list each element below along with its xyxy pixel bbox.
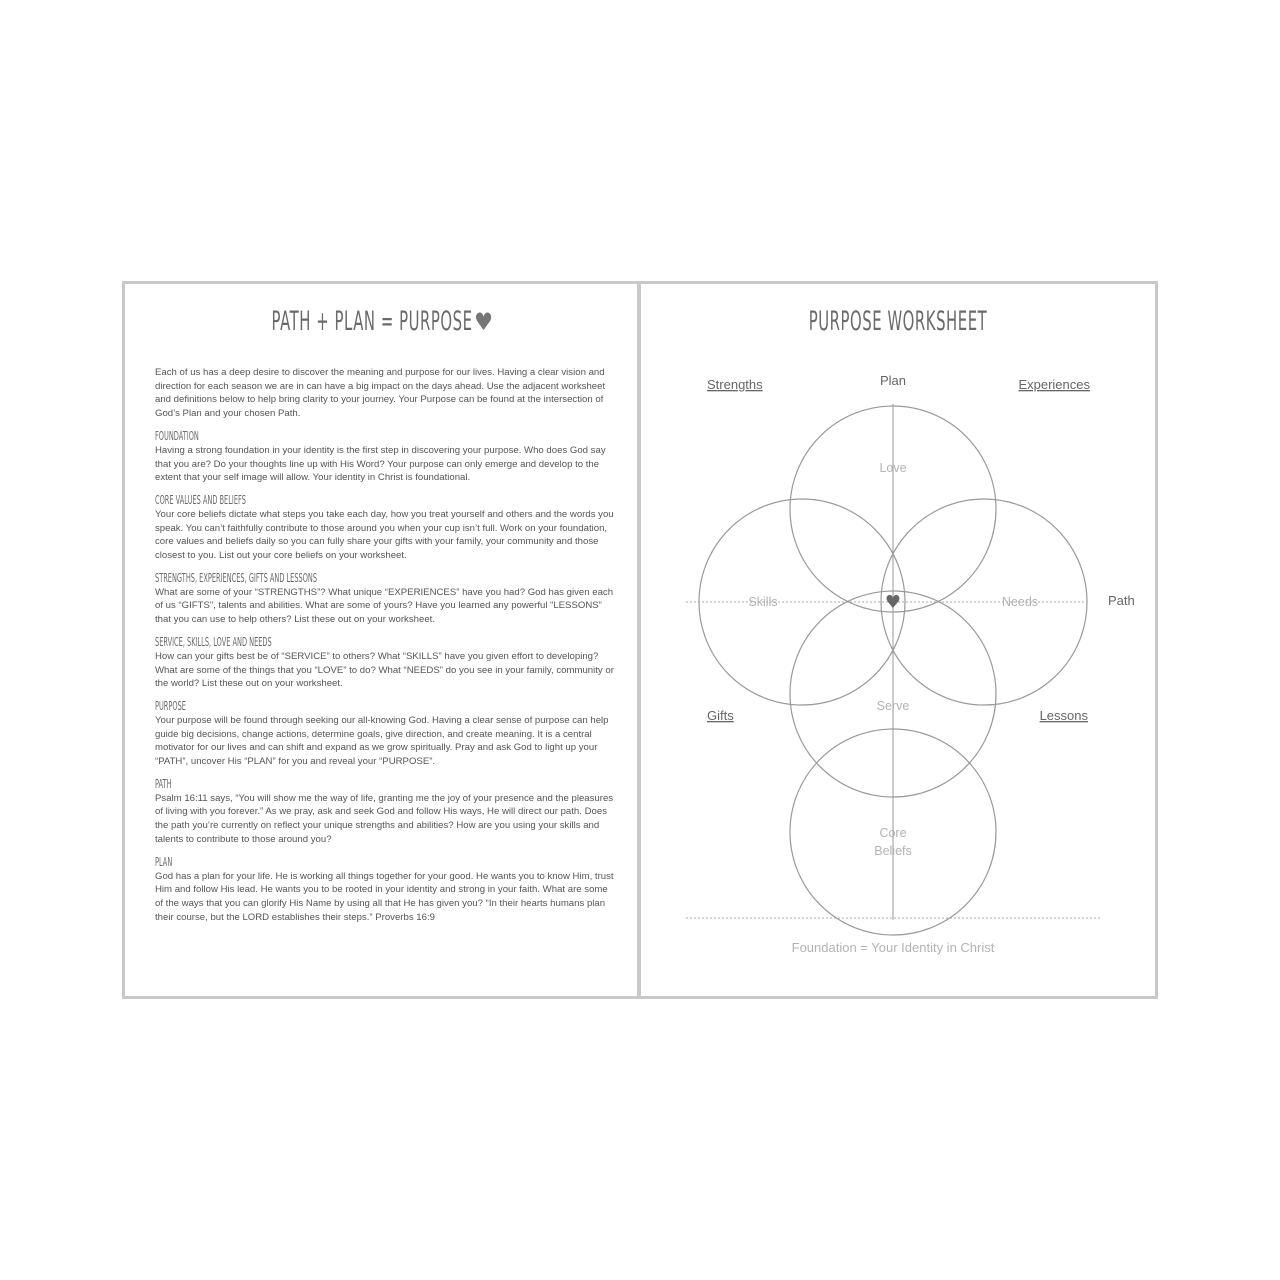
- section-core-values: [155, 493, 615, 563]
- section-body: How can your gifts best be of “SERVICE” to others? What “SKILLS” have you given effort to developing? What are some of the things that you “LOVE” to do? What “NEEDS” do you see in your family, community or the world? List these out on your worksheet.: [155, 650, 614, 690]
- path-label: Path: [1108, 593, 1135, 608]
- love-label: Love: [879, 461, 907, 475]
- experiences-label: Experiences: [1018, 377, 1090, 392]
- section-heading: SERVICE, SKILLS, LOVE AND NEEDS: [155, 634, 272, 649]
- section-body: Having a strong foundation in your identity is the first step in discovering your purpose. Who does God say that you are? Do your thoughts line up with His Word? Your purpose can only emerge and develop to the extent that your self image will allow. Your identity in Christ is foundational.: [155, 444, 606, 484]
- intro-paragraph: Each of us has a deep desire to discover the meaning and purpose for our lives. Having a clear vision and direction for each season we are in can have a big impact on the days ahead. Use the adjacent worksheet and definitions below to help bring clarity to your journey. Your Purpose can be found at the intersection of God’s Plan and your chosen Path.: [155, 367, 606, 420]
- left-page-title: [240, 306, 522, 337]
- plan-label: Plan: [879, 373, 907, 388]
- heart-icon: ♥: [474, 308, 495, 336]
- strengths-label: Strengths: [707, 377, 763, 392]
- section-body: God has a plan for your life. He is working all things together for your good. He wants you to know Him, trust Him and follow His lead. He wants you to be rooted in your identity and strong in your faith. What are some of the ways that you can glorify His Name by using all that He has given you? “In their hearts humans plan their course, but the LORD establishes their steps.” Proverbs 16:9: [155, 870, 614, 923]
- section-heading: FOUNDATION: [155, 428, 199, 443]
- section-path: [155, 777, 615, 847]
- section-heading: CORE VALUES AND BELIEFS: [155, 492, 246, 507]
- gifts-label: Gifts: [707, 708, 734, 723]
- right-page: [641, 284, 1155, 996]
- core-beliefs-label-line1: Core: [879, 826, 907, 840]
- skills-label: Skills: [748, 595, 778, 609]
- right-page-title: PURPOSE WORKSHEET: [808, 306, 988, 337]
- left-page-title-text: PATH + PLAN = PURPOSE: [271, 306, 473, 337]
- section-body: Your purpose will be found through seeking our all-knowing God. Having a clear sense of purpose can help guide big decisions, change actions, determine goals, give direction, and create meaning. It is a central motivator for our lives and can shift and expand as we grow spiritually. Pray and ask God to light up your “PATH”, uncover His “PLAN” for you and reveal your “PURPOSE”.: [155, 714, 609, 768]
- section-body: Psalm 16:11 says, “You will show me the way of life, granting me the joy of your presence and the pleasures of living with you forever.” As we pray, ask and seek God and follow His ways, He will direct our path. Does the path you’re currently on reflect your unique strengths and abilities? How are you using your skills and talents to contribute to those around you?: [155, 792, 614, 845]
- section-heading: PATH: [155, 776, 172, 791]
- heart-icon: ♥: [884, 592, 902, 613]
- section-body: Your core beliefs dictate what steps you take each day, how you treat yourself and others and the words you speak. You can’t faithfully contribute to those around you when your cup isn’t full. Work on your foundation, core values and beliefs daily so you can fully share your gifts with your family, your community and those closest to you. List out your core beliefs on your worksheet.: [155, 508, 614, 562]
- section-foundation: [155, 429, 615, 485]
- section-purpose: [155, 699, 615, 769]
- section-heading: PURPOSE: [155, 698, 186, 713]
- foundation-label: Foundation = Your Identity in Christ: [791, 940, 995, 955]
- section-strengths: [155, 571, 615, 627]
- serve-label: Serve: [876, 699, 910, 713]
- section-plan: [155, 855, 615, 925]
- left-page: [125, 284, 637, 996]
- section-body: What are some of your “STRENGTHS”? What unique “EXPERIENCES” have you had? God has given each of us “GIFTS”, talents and abilities. What are some of yours? Have you learned any powerful “LESSONS” that you can use to help others? List these out on your worksheet.: [155, 586, 614, 626]
- left-page-content: [155, 366, 615, 932]
- book-spread: [122, 281, 1158, 999]
- section-heading: PLAN: [155, 854, 173, 869]
- core-beliefs-label-line2: Beliefs: [874, 844, 912, 858]
- section-heading: STRENGTHS, EXPERIENCES, GIFTS AND LESSONS: [155, 570, 318, 585]
- needs-label: Needs: [1001, 595, 1039, 609]
- lessons-label: Lessons: [1039, 708, 1088, 723]
- section-service: [155, 635, 615, 691]
- purpose-venn-diagram: [641, 284, 1155, 996]
